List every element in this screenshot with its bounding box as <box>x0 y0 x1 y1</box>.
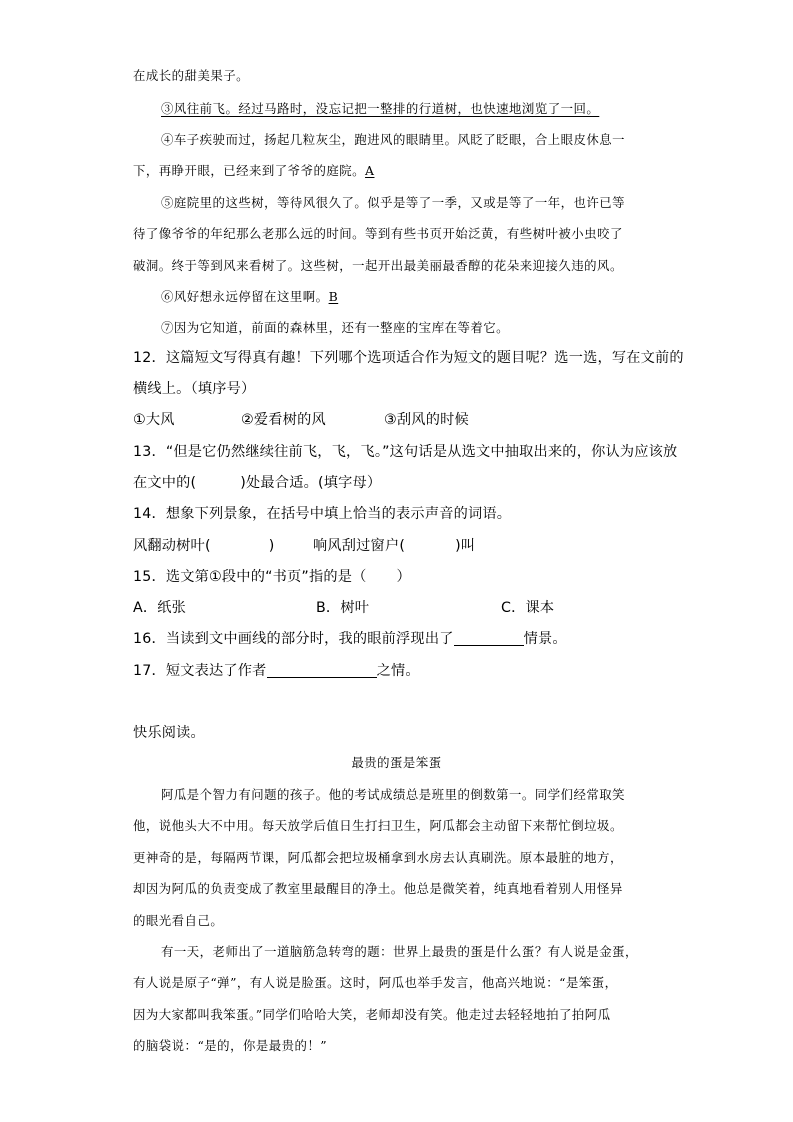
q17-text-post: 之情。 <box>376 663 420 679</box>
marker-a: A <box>365 163 375 178</box>
q16-text-post: 情景。 <box>523 631 567 647</box>
q17-text-pre: 17．短文表达了作者 <box>133 663 267 679</box>
q14-item-1 <box>133 535 274 555</box>
section-heading: 快乐阅读。 <box>133 725 205 741</box>
q15-option-a: A．纸张 <box>133 600 187 616</box>
paragraph-5-line3: 破洞。终于等到风来看树了。这些树，一起开出最美丽最香醇的花朵来迎接久违的风。 <box>133 258 623 273</box>
question-15 <box>133 566 411 586</box>
paragraph-4-line2 <box>133 161 374 179</box>
p2-paragraph-1-line3: 更神奇的是，每隔两节课，阿瓜都会把垃圾桶拿到水房去认真刷洗。原本最脏的地方， <box>133 850 623 865</box>
q12-option-2: ②爱看树的风 <box>241 412 326 428</box>
question-16 <box>133 628 567 648</box>
paragraph-6 <box>161 287 338 305</box>
paragraph-4-line1: ④车子疾驶而过，扬起几粒灰尘，跑进风的眼睛里。风眨了眨眼，合上眼皮休息一 <box>161 132 626 147</box>
paragraph-6-text: ⑥风好想永远停留在这里啊。 <box>161 289 329 304</box>
p2-paragraph-1-line2: 他，说他头大不中用。每天放学后值日生打扫卫生，阿瓜都会主动留下来帮忙倒垃圾。 <box>133 818 623 833</box>
q14-item-2 <box>313 535 475 555</box>
question-13-line1: 13．“但是它仍然继续往前飞，飞，飞。”这句话是从选文中抽取出来的，你认为应该放 <box>133 444 678 460</box>
q13-text-pre: 在文中的( <box>133 475 197 491</box>
q15-text: 15．选文第①段中的“书页”指的是（ <box>133 569 367 585</box>
q15-option-b: B．树叶 <box>316 600 370 616</box>
q14-item-1-text: 风翻动树叶( <box>133 538 211 554</box>
p2-paragraph-2-line1: 有一天，老师出了一道脑筋急转弯的题：世界上最贵的蛋是什么蛋？有人说是金蛋， <box>161 944 638 959</box>
paragraph-5-line1: ⑤庭院里的这些树，等待风很久了。似乎是等了一季，又或是等了一年，也许已等 <box>161 195 626 210</box>
q12-option-3: ③刮风的时候 <box>384 412 469 428</box>
q16-text-pre: 16．当读到文中画线的部分时，我的眼前浮现出了 <box>133 631 454 647</box>
paragraph-3-underlined: ③风往前飞。经过马路时，没忘记把一整排的行道树，也快速地浏览了一回。 <box>161 101 600 116</box>
q14-item-2-text: 响风刮过窗户( <box>313 538 406 554</box>
q14-item-2-end: )叫 <box>455 538 476 554</box>
p2-paragraph-1-line1: 阿瓜是个智力有问题的孩子。他的考试成绩总是班里的倒数第一。同学们经常取笑 <box>161 787 626 802</box>
p2-paragraph-1-line4: 却因为阿瓜的负责变成了教室里最醒目的净土。他总是微笑着，纯真地看着别人用怪异 <box>133 881 623 896</box>
question-13-line2 <box>133 472 381 492</box>
paragraph-7: ⑦因为它知道，前面的森林里，还有一整座的宝库在等着它。 <box>161 320 510 335</box>
marker-b: B <box>328 289 339 304</box>
q13-text-post: )处最合适。(填字母） <box>240 475 382 491</box>
passage-title: 最贵的蛋是笨蛋 <box>351 755 442 770</box>
question-17 <box>133 660 420 680</box>
passage-line: 在成长的甜美果子。 <box>133 68 250 83</box>
q16-answer-blank[interactable] <box>454 631 524 646</box>
q14-item-1-end: ) <box>268 538 275 554</box>
p2-paragraph-2-line4: 的脑袋说：“是的，你是最贵的！” <box>133 1038 328 1053</box>
question-12-line1: 12．这篇短文写得真有趣！下列哪个选项适合作为短文的题目呢？选一选，写在文前的 <box>133 350 684 366</box>
p2-paragraph-2-line2: 有人说是原子“弹”，有人说是脸蛋。这时，阿瓜也举手发言，他高兴地说：“是笨蛋， <box>133 975 618 990</box>
q15-end: ） <box>396 569 411 585</box>
paragraph-4-text: 下，再睁开眼，已经来到了爷爷的庭院。 <box>133 163 366 178</box>
paragraph-5-line2: 待了像爷爷的年纪那么老那么远的时间。等到有些书页开始泛黄，有些树叶被小虫咬了 <box>133 226 623 241</box>
q15-option-c: C．课本 <box>501 600 555 616</box>
question-12-line2: 横线上。（填序号） <box>133 381 256 397</box>
question-14: 14．想象下列景象，在括号中填上恰当的表示声音的词语。 <box>133 506 512 522</box>
q17-answer-blank[interactable] <box>267 663 377 678</box>
p2-paragraph-2-line3: 因为大家都叫我笨蛋。”同学们哈哈大笑，老师却没有笑。他走过去轻轻地拍了拍阿瓜 <box>133 1007 611 1022</box>
q12-option-1: ①大风 <box>133 412 175 428</box>
p2-paragraph-1-line5: 的眼光看自己。 <box>133 913 224 928</box>
